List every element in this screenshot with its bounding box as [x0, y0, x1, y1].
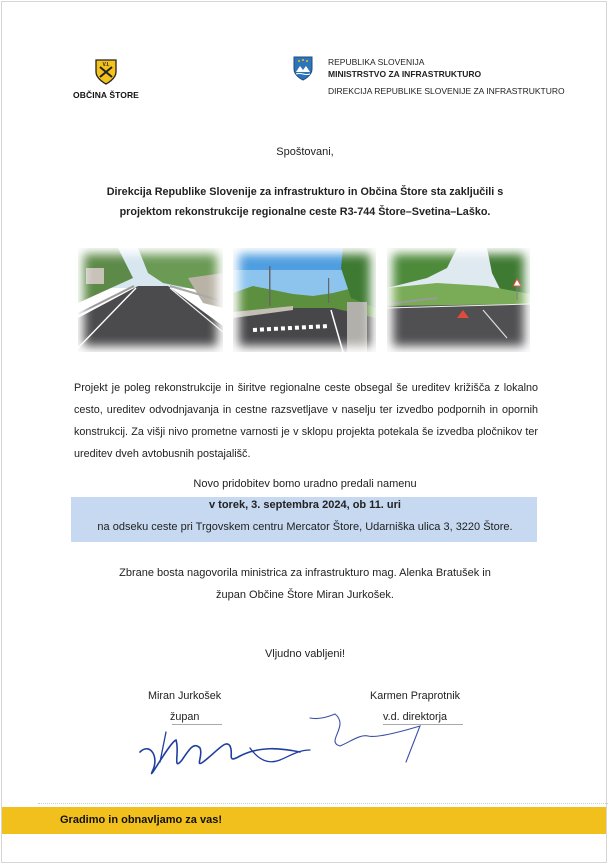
handwritten-signatures: [130, 712, 430, 787]
road-photo-3: [387, 248, 530, 352]
event-location: na odseku ceste pri Trgovskem centru Mercator Štore, Udarniška ulica 3, 3220 Štore.: [97, 521, 513, 533]
municipality-name: OBČINA ŠTORE: [73, 90, 139, 100]
speakers-line1: Zbrane bosta nagovorila ministrica za infrastrukturo mag. Alenka Bratušek in: [119, 567, 491, 579]
slovenia-crest-icon: [292, 55, 314, 81]
speakers-line2: župan Občine Štore Miran Jurkošek.: [216, 589, 394, 601]
signatory-1-title: župan: [170, 711, 200, 723]
headline-line2: projektom rekonstrukcije regionalne ceste R3-744 Štore–Svetina–Laško.: [119, 206, 491, 218]
road-photo-2: [233, 248, 376, 352]
headline: [60, 182, 550, 222]
emblem-letters: V.I.: [102, 62, 110, 68]
ministry-line2: MINISTRSTVO ZA INFRASTRUKTURO: [328, 69, 482, 79]
closing: Vljudno vabljeni!: [264, 648, 346, 660]
ministry-directorate: DIREKCIJA REPUBLIKE SLOVENIJE ZA INFRASTRUKTURO: [328, 86, 565, 96]
signatory-2-name: Karmen Praprotnik: [370, 690, 461, 702]
municipality-logo: [72, 58, 140, 100]
signatory-2-title: v.d. direktorja: [383, 711, 448, 723]
footer-divider: [38, 803, 608, 804]
speakers: [60, 562, 550, 606]
footer-slogan: Gradimo in obnavljamo za vas!: [60, 814, 222, 826]
body-paragraph: Projekt je poleg rekonstrukcije in širitve regionalne ceste obsegal še ureditev križišča z lokalno cesto, ureditev odvodnjavanja in cestne razsvetljave v naselju ter izvedbo podpornih in opornih konstrukcij. Za višji nivo prometne varnosti je v sklopu projekta potekala še izvedba pločnikov ter ureditev dveh avtobusnih postajališč.: [74, 382, 538, 460]
headline-line1: Direkcija Republike Slovenije za infrastrukturo in Občina Štore sta zaključili s: [106, 186, 504, 198]
municipality-coat-of-arms-icon: [94, 58, 118, 86]
signatory-1-name: Miran Jurkošek: [148, 690, 222, 702]
ministry-line1: REPUBLIKA SLOVENIJA: [328, 57, 425, 67]
greeting: Spoštovani,: [276, 146, 334, 158]
event-date-time: v torek, 3. septembra 2024, ob 11. uri: [209, 499, 401, 511]
announcement: Novo pridobitev bomo uradno predali namenu: [193, 478, 417, 490]
road-photo-1: [78, 248, 223, 352]
